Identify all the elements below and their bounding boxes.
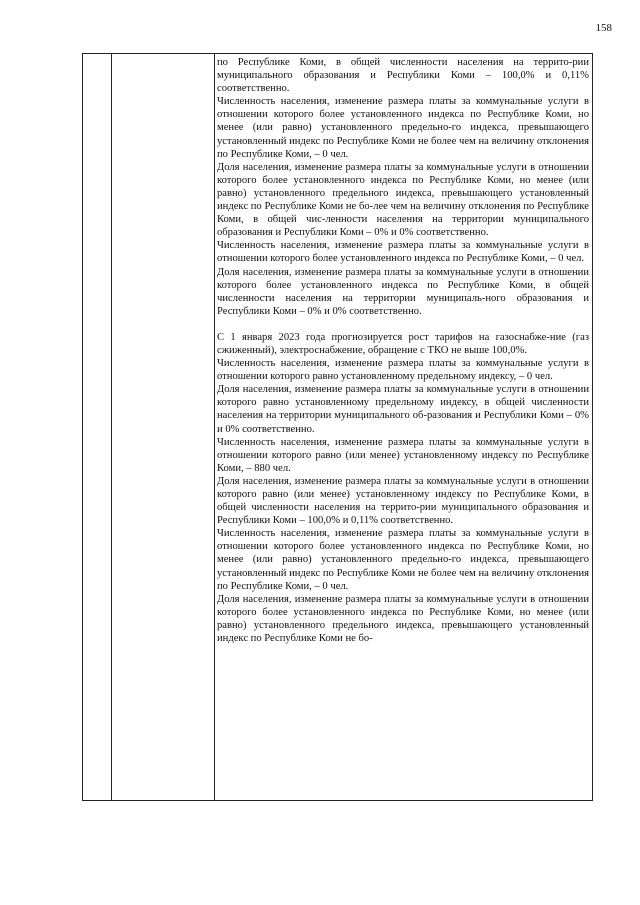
column-divider-1 bbox=[111, 54, 112, 800]
document-table bbox=[82, 53, 593, 801]
paragraph: С 1 января 2023 года прогнозируется рост тарифов на газоснабже-ние (газ сжиженный), электроснабжение, обращение с ТКО не выше 100,0%. bbox=[217, 331, 589, 356]
paragraph-gap bbox=[217, 318, 589, 331]
paragraph: Доля населения, изменение размера платы за коммунальные услуги в отношении которого более установленного индекса по Республике Коми, но менее (или равно) установленного предельного индекса, превышающего установленный индекс по Республике Коми не бо- bbox=[217, 593, 589, 645]
table-text-cell bbox=[217, 56, 589, 645]
paragraph: Доля населения, изменение размера платы за коммунальные услуги в отношении которого более установленного индекса по Республике Коми, но менее (или равно) установленного предельного индекса, превышающего установленный индекс по Республике Коми не бо-лее чем на величину отклонения по Республике Коми, в общей чис-ленности населения на территории муниципального образования и Республики Коми – 0% и 0% соответственно. bbox=[217, 161, 589, 239]
paragraph: Доля населения, изменение размера платы за коммунальные услуги в отношении которого равно установленному предельному индексу, в общей численности населения на территории муниципального об-разования и Республики Коми – 0% и 0% соответственно. bbox=[217, 384, 589, 435]
paragraph: Численность населения, изменение размера платы за коммунальные услуги в отношении которого более установленного индекса по Республике Коми, – 0 чел. bbox=[217, 240, 589, 265]
paragraph: Численность населения, изменение размера платы за коммунальные услуги в отношении которого более установленного индекса по Республике Коми, но менее (или равно) установленного предельно-го индекса, превышающего установленный индекс по Республике Коми не более чем на величину отклонения по Республике Коми, – 0 чел. bbox=[217, 528, 589, 592]
paragraph: Доля населения, изменение размера платы за коммунальные услуги в отношении которого более установленного индекса по Республике Коми, в общей численности населения на территории муниципаль-ного образования и Республики Коми – 0% и 0% соответственно. bbox=[217, 266, 589, 317]
paragraph: Численность населения, изменение размера платы за коммунальные услуги в отношении которого равно (или менее) установленному индексу по Республике Коми, – 880 чел. bbox=[217, 436, 589, 474]
paragraph: Численность населения, изменение размера платы за коммунальные услуги в отношении которого равно установленному предельному индексу, – 0 чел. bbox=[217, 358, 589, 383]
paragraph: Численность населения, изменение размера платы за коммунальные услуги в отношении которого более установленного индекса по Республике Коми, но менее (или равно) установленного предельно-го индекса, превышающего установленный индекс по Республике Коми не более чем на величину отклонения по Республике Коми, – 0 чел. bbox=[217, 96, 589, 160]
paragraph: Доля населения, изменение размера платы за коммунальные услуги в отношении которого равно (или менее) установленному индексу по Республике Коми, в общей численности населения на террито-рии муниципального образования и Республики Коми – 100,0% и 0,11% соответственно. bbox=[217, 475, 589, 527]
paragraph: по Республике Коми, в общей численности населения на террито-рии муниципального образования и Республики Коми – 100,0% и 0,11% соответственно. bbox=[217, 57, 589, 95]
page-number: 158 bbox=[595, 22, 612, 34]
column-divider-2 bbox=[214, 54, 215, 800]
